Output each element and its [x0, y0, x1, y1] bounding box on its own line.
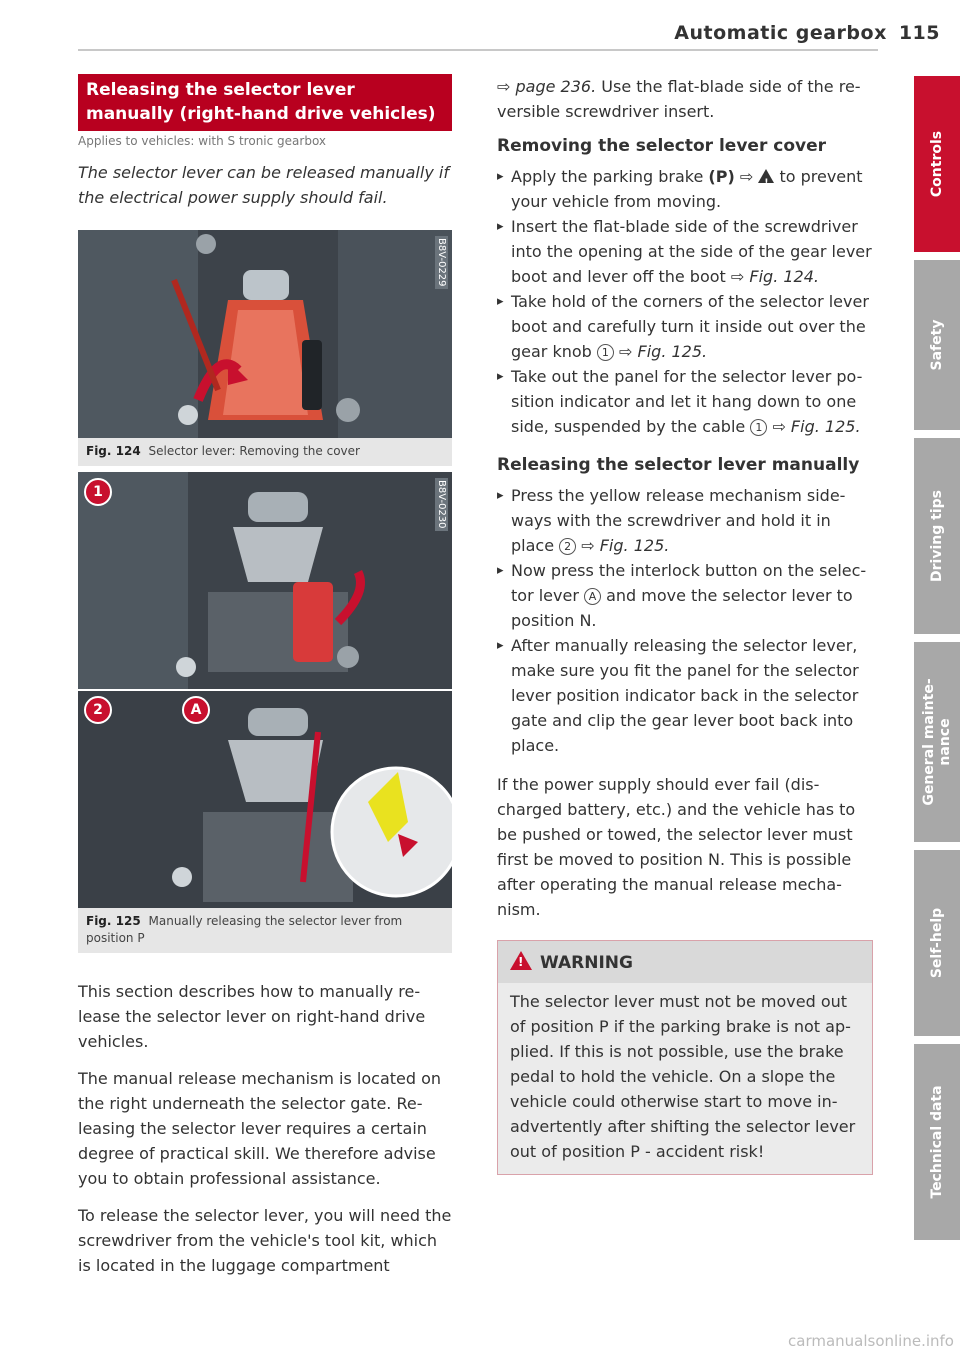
figure-125-code: B8V-0230	[436, 480, 447, 529]
figure-marker-a: A	[182, 696, 210, 724]
warning-header	[498, 941, 872, 983]
step-text: Apply the parking brake	[511, 167, 704, 186]
tab-label: Self-help	[929, 907, 945, 979]
chapter-title: Automatic gearbox	[674, 22, 887, 44]
tab-general-maintenance[interactable]	[914, 642, 960, 842]
paragraph-section-description: This section describes how to manually re-lease the selector lever on right-hand drive vehicles.	[78, 982, 426, 1051]
paragraph-release-location: The manual release mechanism is located on the right underneath the selector gate. Re-leasing the selector lever requires a certain degree of practical skill. We therefore advise you to obtain professional assistance.	[78, 1069, 442, 1188]
figure-124-caption-text: Selector lever: Removing the cover	[148, 444, 360, 458]
tab-label: Controls	[929, 130, 945, 198]
figure-125-photo	[78, 472, 452, 908]
step-text: Take out the panel for the selector lever po-sition indicator and let it hang down to one side, suspended by the cable	[511, 367, 863, 436]
footer-watermark: carmanualsonline.info	[788, 1332, 954, 1350]
list-item	[497, 164, 873, 214]
section-title: Releasing the selector lever manually (right-hand drive vehicles)	[78, 74, 452, 131]
callout-number: 2	[559, 538, 576, 555]
callout-number: 1	[597, 344, 614, 361]
page-reference[interactable]: ⇨ page 236.	[497, 77, 597, 96]
figure-124-photo	[78, 230, 452, 438]
figure-124-caption	[78, 438, 452, 466]
tab-safety[interactable]	[914, 260, 960, 430]
manual-release-illustration	[78, 472, 452, 908]
list-item	[497, 633, 873, 758]
step-text: Press the yellow release mechanism side-ways with the screwdriver and hold it in place	[511, 486, 846, 555]
list-item	[497, 289, 873, 364]
figure-125-caption	[78, 908, 452, 953]
figure-reference[interactable]: ⇨ Fig. 125.	[581, 536, 670, 555]
tab-label: General mainte-nance	[921, 678, 953, 806]
step-text: to prevent your vehicle from moving.	[511, 167, 863, 211]
figure-124-label: Fig. 124	[86, 444, 141, 458]
screwdriver-note: Use the flat-blade side of the re-versible screwdriver insert.	[497, 77, 861, 121]
step-text: and move the selector lever to position N.	[511, 586, 853, 630]
figure-marker-1: 1	[84, 478, 112, 506]
tab-label: Technical data	[929, 1085, 945, 1199]
left-column	[78, 74, 452, 1290]
heading-remove-cover: Removing the selector lever cover	[497, 136, 827, 156]
list-item	[497, 364, 873, 439]
figure-reference[interactable]: ⇨ Fig. 125.	[772, 417, 861, 436]
callout-number: 1	[750, 419, 767, 436]
figure-125	[78, 472, 452, 953]
figure-reference[interactable]: ⇨ Fig. 125.	[619, 342, 708, 361]
page-reference-paragraph	[497, 74, 873, 124]
callout-letter: A	[584, 588, 601, 605]
tab-driving-tips[interactable]	[914, 438, 960, 634]
list-item	[497, 214, 873, 289]
page-number: 115	[898, 22, 940, 44]
warning-triangle-icon	[510, 951, 532, 970]
step-text: After manually releasing the selector lever, make sure you fit the panel for the selector lever position indicator back in the selector gate and clip the gear lever boot back into place.	[511, 636, 859, 755]
left-body	[78, 979, 452, 1278]
step-text: Now press the interlock button on the selec-tor lever	[511, 561, 867, 605]
parking-brake-icon: (P)	[708, 167, 735, 186]
list-item	[497, 483, 873, 558]
header-rule	[78, 49, 878, 51]
tab-label: Safety	[929, 319, 945, 371]
figure-124-code: B8V-0229	[436, 238, 447, 287]
applies-note: Applies to vehicles: with S tronic gearbox	[78, 134, 327, 148]
step-text: Insert the flat-blade side of the screwdriver into the opening at the side of the gear lever boot and lever off the boot	[511, 217, 872, 286]
paragraph-tool-requirement: To release the selector lever, you will need the screwdriver from the vehicle's tool kit, which is located in the luggage compartment	[78, 1206, 452, 1275]
warning-box	[497, 940, 873, 1175]
warning-icon	[758, 169, 774, 183]
tab-self-help[interactable]	[914, 850, 960, 1036]
tab-controls[interactable]	[914, 76, 960, 252]
warning-text: The selector lever must not be moved out of position P if the parking brake is not ap-plied. If this is not possible, use the brake pedal to hold the vehicle. On a slope the vehicle could otherwise start to move in-advertently after shifting the selector lever out of position P - accident risk!	[498, 983, 872, 1174]
warning-title: WARNING	[540, 953, 633, 973]
paragraph-power-fail: If the power supply should ever fail (dis-charged battery, etc.) and the vehicle has to be pushed or towed, the selector lever must first be moved to position N. This is possible after operating the manual release mecha-nism.	[497, 775, 856, 919]
selector-lever-cover-illustration	[78, 230, 452, 438]
chapter-tabs	[914, 76, 960, 1248]
figure-125-label: Fig. 125	[86, 914, 141, 928]
remove-cover-steps	[497, 164, 873, 439]
step-text: Take hold of the corners of the selector lever boot and carefully turn it inside out over the gear knob	[511, 292, 869, 361]
tab-technical-data[interactable]	[914, 1044, 960, 1240]
figure-reference[interactable]: ⇨ Fig. 124.	[730, 267, 819, 286]
intro-text: The selector lever can be released manually if the electrical power supply should fail.	[78, 163, 449, 207]
running-head	[560, 22, 940, 44]
heading-release-manually: Releasing the selector lever manually	[497, 455, 860, 475]
right-column	[497, 74, 873, 1175]
figure-124	[78, 230, 452, 466]
reference-arrow: ⇨	[739, 167, 754, 186]
figure-marker-2: 2	[84, 696, 112, 724]
figure-125-caption-text: Manually releasing the selector lever from position P	[86, 914, 403, 945]
release-steps	[497, 483, 873, 758]
tab-label: Driving tips	[929, 490, 945, 582]
list-item	[497, 558, 873, 633]
